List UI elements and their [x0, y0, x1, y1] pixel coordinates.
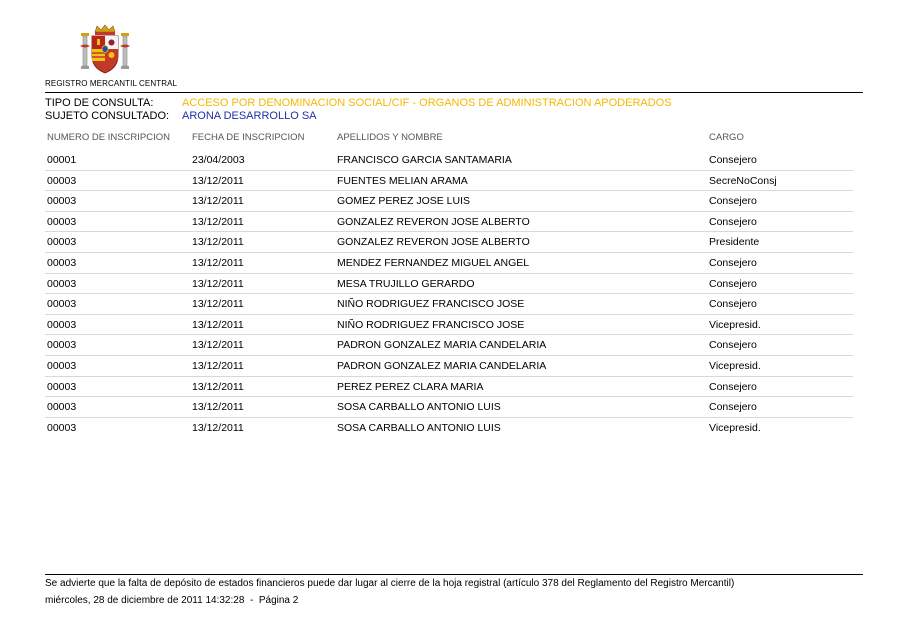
table-row [45, 274, 853, 295]
cell-name: PADRON GONZALEZ MARIA CANDELARIA [337, 359, 547, 372]
cell-position: Vicepresid. [709, 318, 761, 331]
cell-position: Consejero [709, 298, 757, 311]
column-header-inscription-number: NUMERO DE INSCRIPCION [47, 132, 170, 143]
table-row [45, 191, 853, 212]
cell-inscription-date: 13/12/2011 [192, 236, 244, 249]
table-row [45, 150, 853, 171]
query-type-value: ACCESO POR DENOMINACION SOCIAL/CIF - ORGANOS DE ADMINISTRACION APODERADOS [182, 97, 672, 109]
cell-inscription-date: 13/12/2011 [192, 359, 244, 372]
table-row [45, 335, 853, 356]
query-type [45, 97, 672, 110]
table-row [45, 356, 853, 377]
footer-notice: Se advierte que la falta de depósito de estados financieros puede dar lugar al cierre de la hoja registral (artículo 378 del Reglamento del Registro Mercantil) [45, 578, 735, 589]
cell-name: GOMEZ PEREZ JOSE LUIS [337, 195, 471, 208]
cell-name: GONZALEZ REVERON JOSE ALBERTO [337, 236, 530, 249]
table-row [45, 315, 853, 336]
table-row [45, 253, 853, 274]
cell-inscription-number: 00003 [47, 421, 77, 434]
footer-timestamp: miércoles, 28 de diciembre de 2011 14:32:28 [45, 595, 245, 606]
cell-name: SOSA CARBALLO ANTONIO LUIS [337, 421, 501, 434]
cell-name: FUENTES MELIAN ARAMA [337, 174, 468, 187]
subject [45, 110, 317, 123]
cell-name: NIÑO RODRIGUEZ FRANCISCO JOSE [337, 318, 525, 331]
cell-inscription-date: 13/12/2011 [192, 195, 244, 208]
cell-inscription-number: 00003 [47, 380, 77, 393]
cell-position: Consejero [709, 195, 757, 208]
table-row [45, 377, 853, 398]
cell-inscription-number: 00003 [47, 174, 77, 187]
table-row [45, 212, 853, 233]
cell-position: Consejero [709, 256, 757, 269]
table-row [45, 171, 853, 192]
header-divider [45, 92, 863, 93]
footer-page-number: Página 2 [258, 595, 299, 606]
cell-name: GONZALEZ REVERON JOSE ALBERTO [337, 215, 530, 228]
cell-name: PADRON GONZALEZ MARIA CANDELARIA [337, 339, 547, 352]
table-row [45, 232, 853, 253]
cell-position: Consejero [709, 401, 757, 414]
cell-position: SecreNoConsj [709, 174, 777, 187]
cell-inscription-date: 13/12/2011 [192, 380, 244, 393]
cell-name: PEREZ PEREZ CLARA MARIA [337, 380, 484, 393]
footer-divider [45, 574, 863, 575]
cell-inscription-date: 13/12/2011 [192, 421, 244, 434]
cell-inscription-date: 13/12/2011 [192, 339, 244, 352]
cell-inscription-date: 13/12/2011 [192, 174, 244, 187]
cell-name: NIÑO RODRIGUEZ FRANCISCO JOSE [337, 298, 525, 311]
cell-inscription-number: 00003 [47, 318, 77, 331]
cell-inscription-number: 00003 [47, 195, 77, 208]
cell-inscription-date: 13/12/2011 [192, 401, 244, 414]
cell-name: SOSA CARBALLO ANTONIO LUIS [337, 401, 501, 414]
cell-inscription-number: 00003 [47, 359, 77, 372]
cell-position: Consejero [709, 380, 757, 393]
column-header-name: APELLIDOS Y NOMBRE [337, 132, 443, 143]
directors-table [45, 128, 853, 437]
footer-meta [45, 595, 298, 606]
cell-position: Vicepresid. [709, 421, 761, 434]
cell-inscription-date: 13/12/2011 [192, 277, 244, 290]
cell-position: Presidente [709, 236, 760, 249]
column-header-inscription-date: FECHA DE INSCRIPCION [192, 132, 305, 143]
subject-value: ARONA DESARROLLO SA [182, 110, 317, 122]
cell-inscription-date: 13/12/2011 [192, 215, 244, 228]
table-header [45, 128, 853, 150]
cell-inscription-number: 00003 [47, 215, 77, 228]
cell-inscription-date: 13/12/2011 [192, 318, 244, 331]
cell-name: MENDEZ FERNANDEZ MIGUEL ANGEL [337, 256, 530, 269]
cell-inscription-date: 13/12/2011 [192, 256, 244, 269]
cell-inscription-number: 00003 [47, 236, 77, 249]
cell-inscription-number: 00003 [47, 298, 77, 311]
cell-name: MESA TRUJILLO GERARDO [337, 277, 475, 290]
cell-inscription-number: 00003 [47, 339, 77, 352]
footer-separator: - [249, 595, 254, 606]
cell-position: Consejero [709, 339, 757, 352]
cell-inscription-date: 23/04/2003 [192, 154, 245, 166]
table-row [45, 418, 853, 438]
cell-inscription-number: 00003 [47, 401, 77, 414]
cell-position: Consejero [709, 215, 757, 228]
table-row [45, 397, 853, 418]
organization-name: REGISTRO MERCANTIL CENTRAL [45, 79, 178, 88]
subject-label: SUJETO CONSULTADO: [45, 110, 170, 122]
cell-inscription-number: 00003 [47, 277, 77, 290]
cell-inscription-number: 00001 [47, 154, 77, 166]
table-row [45, 294, 853, 315]
query-type-label: TIPO DE CONSULTA: [45, 97, 154, 109]
cell-name: FRANCISCO GARCIA SANTAMARIA [337, 154, 512, 166]
cell-inscription-date: 13/12/2011 [192, 298, 244, 311]
spain-coat-of-arms-icon [78, 22, 132, 76]
cell-position: Vicepresid. [709, 359, 761, 372]
cell-inscription-number: 00003 [47, 256, 77, 269]
cell-position: Consejero [709, 154, 757, 166]
column-header-position: CARGO [709, 132, 744, 143]
cell-position: Consejero [709, 277, 757, 290]
